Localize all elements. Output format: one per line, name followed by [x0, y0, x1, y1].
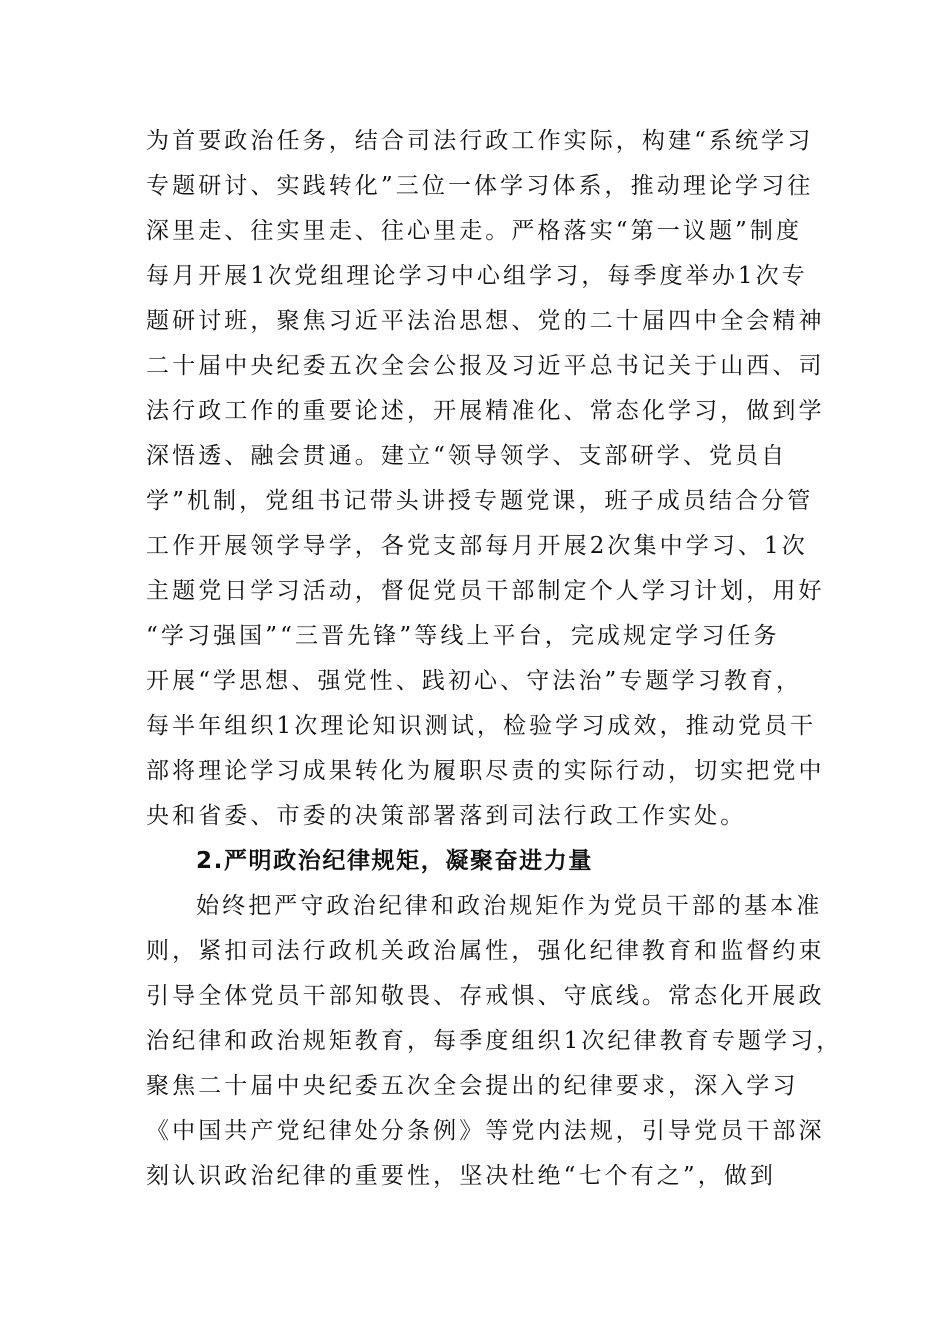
text-line: 二十届中央纪委五次全会公报及习近平总书记关于山西、司: [146, 353, 825, 379]
text-line: 部将理论学习成果转化为履职尽责的实际行动，切实把党中: [146, 758, 825, 784]
text-line: 则，紧扣司法行政机关政治属性，强化纪律教育和监督约束: [146, 938, 825, 964]
text-line: 引导全体党员干部知敬畏、存戒惧、守底线。常态化开展政: [146, 983, 825, 1009]
text-line: 为首要政治任务，结合司法行政工作实际，构建“系统学习: [146, 128, 814, 154]
text-line: 深里走、往实里走、往心里走。严格落实“第一议题”制度: [146, 218, 803, 244]
text-line: 深悟透、融会贯通。建立“领导领学、支部研学、党员自: [146, 443, 788, 469]
text-line: 题研讨班，聚焦习近平法治思想、党的二十届四中全会精神: [146, 308, 825, 334]
text-line: 治纪律和政治规矩教育，每季度组织1次纪律教育专题学习，: [146, 1028, 843, 1054]
text-line: 工作开展领学导学，各党支部每月开展2次集中学习、1次: [146, 533, 808, 559]
text-line: 每月开展1次党组理论学习中心组学习，每季度举办1次专: [146, 263, 808, 289]
text-line: 每半年组织1次理论知识测试，检验学习成效，推动党员干: [146, 713, 817, 739]
text-line: 聚焦二十届中央纪委五次全会提出的纪律要求，深入学习: [146, 1073, 799, 1099]
text-line: 法行政工作的重要论述，开展精准化、常态化学习，做到学: [146, 398, 825, 424]
text-line: 央和省委、市委的决策部署落到司法行政工作实处。: [146, 803, 747, 829]
section-heading: 2.严明政治纪律规矩，凝聚奋进力量: [196, 848, 593, 874]
text-line: 学”机制，党组书记带头讲授专题党课，班子成员结合分管: [146, 488, 814, 514]
text-line: 专题研讨、实践转化”三位一体学习体系，推动理论学习往: [146, 173, 814, 199]
text-line: 《中国共产党纪律处分条例》等党内法规，引导党员干部深: [146, 1118, 825, 1144]
text-line: 刻认识政治纪律的重要性，坚决杜绝“七个有之”，做到: [146, 1163, 777, 1189]
text-line: 主题党日学习活动，督促党员干部制定个人学习计划，用好: [146, 578, 825, 604]
text-line: 开展“学思想、强党性、践初心、守法治”专题学习教育，: [146, 668, 803, 694]
text-line: “学习强国”“三晋先锋”等线上平台，完成规定学习任务: [146, 623, 780, 649]
text-line: 始终把严守政治纪律和政治规矩作为党员干部的基本准: [196, 893, 823, 919]
